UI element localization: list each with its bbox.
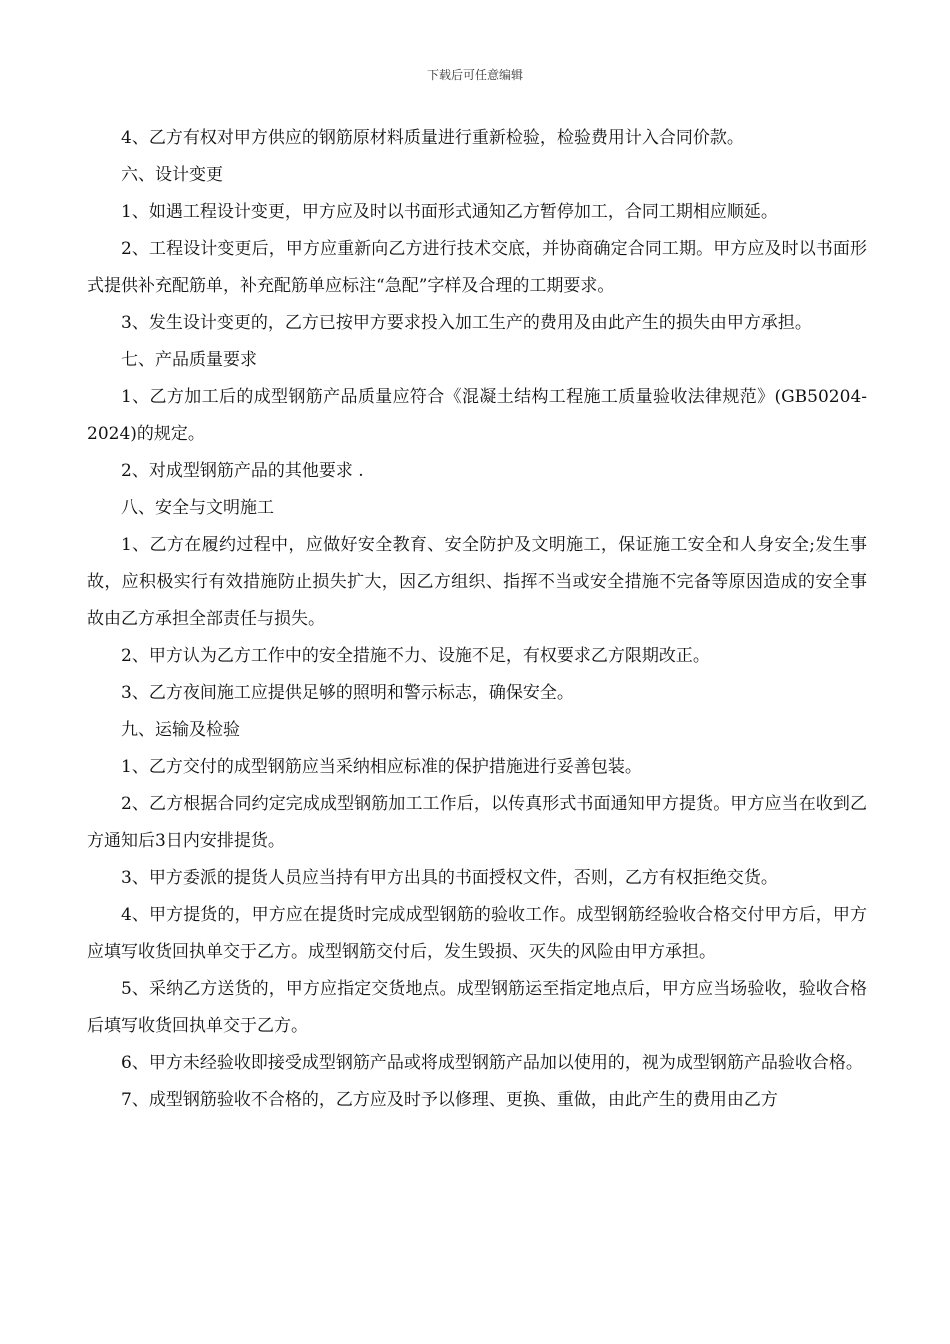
paragraph: 6、甲方未经验收即接受成型钢筋产品或将成型钢筋产品加以使用的，视为成型钢筋产品验收合格。	[121, 1053, 863, 1073]
paragraph: 2、甲方认为乙方工作中的安全措施不力、设施不足，有权要求乙方限期改正。	[121, 646, 710, 666]
paragraph: 2、对成型钢筋产品的其他要求 .	[121, 461, 364, 481]
paragraph: 7、成型钢筋验收不合格的，乙方应及时予以修理、更换、重做，由此产生的费用由乙方	[121, 1090, 778, 1110]
paragraph: 4、甲方提货的，甲方应在提货时完成成型钢筋的验收工作。成型钢筋经验收合格交付甲方后，甲方应填写收货回执单交于乙方。成型钢筋交付后，发生毁损、灭失的风险由甲方承担。	[87, 905, 867, 962]
paragraph: 1、如遇工程设计变更，甲方应及时以书面形式通知乙方暂停加工，合同工期相应顺延。	[121, 202, 778, 222]
paragraph: 3、甲方委派的提货人员应当持有甲方出具的书面授权文件，否则，乙方有权拒绝交货。	[121, 868, 778, 888]
paragraph: 2、工程设计变更后，甲方应重新向乙方进行技术交底，并协商确定合同工期。甲方应及时以书面形式提供补充配筋单，补充配筋单应标注“急配”字样及合理的工期要求。	[87, 239, 867, 296]
page-header: 下载后可任意编辑	[426, 68, 523, 82]
paragraph: 1、乙方在履约过程中，应做好安全教育、安全防护及文明施工，保证施工安全和人身安全;发生事故，应积极实行有效措施防止损失扩大，因乙方组织、指挥不当或安全措施不完备等原因造成的安全事故由乙方承担全部责任与损失。	[87, 535, 867, 629]
paragraph: 2、乙方根据合同约定完成成型钢筋加工工作后，以传真形式书面通知甲方提货。甲方应当在收到乙方通知后3日内安排提货。	[87, 794, 867, 851]
paragraph: 1、乙方交付的成型钢筋应当采纳相应标准的保护措施进行妥善包装。	[121, 757, 642, 777]
paragraph: 5、采纳乙方送货的，甲方应指定交货地点。成型钢筋运至指定地点后，甲方应当场验收，验收合格后填写收货回执单交于乙方。	[87, 979, 867, 1036]
paragraph: 3、乙方夜间施工应提供足够的照明和警示标志，确保安全。	[121, 683, 574, 703]
section-heading: 八、安全与文明施工	[121, 498, 274, 518]
section-heading: 六、设计变更	[121, 165, 223, 185]
document-body	[87, 120, 867, 1119]
section-heading: 七、产品质量要求	[121, 350, 257, 370]
section-heading: 九、运输及检验	[121, 720, 240, 740]
paragraph: 4、乙方有权对甲方供应的钢筋原材料质量进行重新检验，检验费用计入合同价款。	[121, 128, 744, 148]
paragraph: 3、发生设计变更的，乙方已按甲方要求投入加工生产的费用及由此产生的损失由甲方承担。	[121, 313, 812, 333]
paragraph: 1、乙方加工后的成型钢筋产品质量应符合《混凝土结构工程施工质量验收法律规范》(GB50204-2024)的规定。	[87, 387, 867, 444]
